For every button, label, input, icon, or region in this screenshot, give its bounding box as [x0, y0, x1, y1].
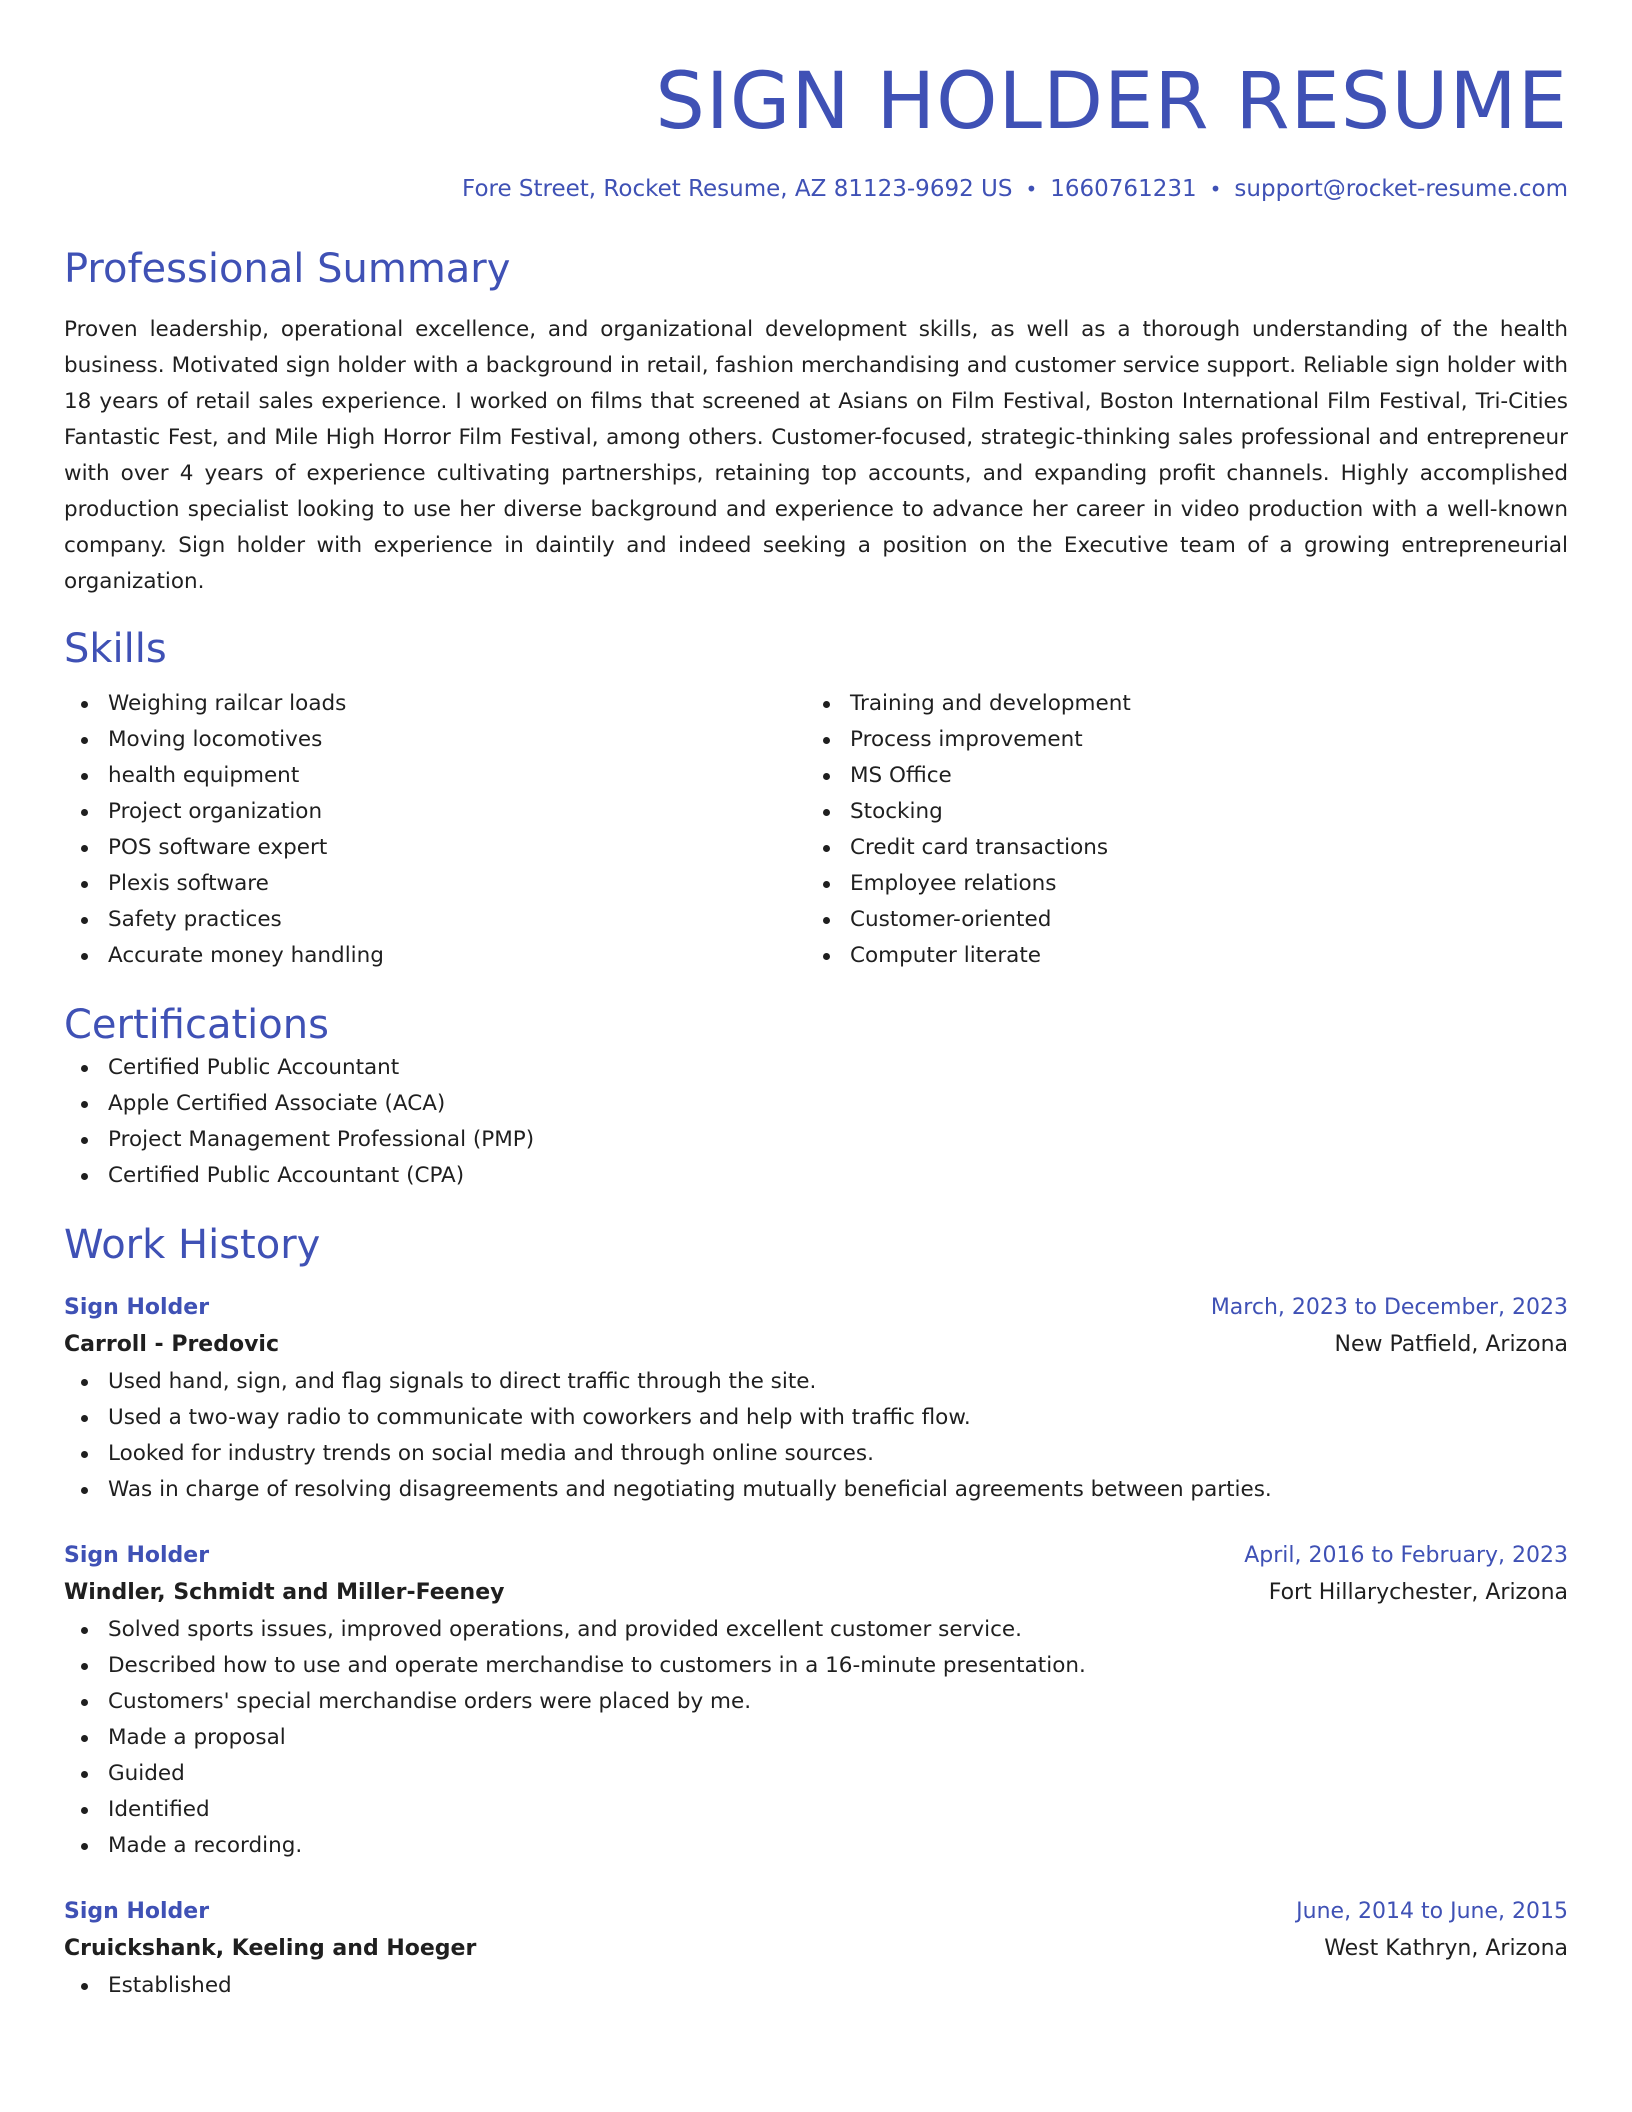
job-company: Cruickshank, Keeling and Hoeger [64, 1936, 477, 1961]
certification-item: Apple Certified Associate (ACA) [64, 1086, 1568, 1122]
skill-item: Employee relations [806, 866, 1548, 902]
job-entry [64, 1894, 1568, 2004]
contact-line [64, 174, 1568, 204]
skill-item: Process improvement [806, 722, 1548, 758]
job-duty: Established [64, 1968, 1568, 2004]
job-duties-list [64, 1364, 1568, 1508]
skill-item: Customer-oriented [806, 902, 1548, 938]
skills-list-right [806, 686, 1548, 974]
job-entry [64, 1290, 1568, 1508]
summary-heading: Professional Summary [64, 246, 511, 292]
skill-item: Safety practices [64, 902, 806, 938]
job-company: Carroll - Predovic [64, 1332, 280, 1357]
skill-item: MS Office [806, 758, 1548, 794]
skill-item: Training and development [806, 686, 1548, 722]
job-company: Windler, Schmidt and Miller-Feeney [64, 1580, 505, 1605]
job-duty: Guided [64, 1756, 1568, 1792]
certification-item: Project Management Professional (PMP) [64, 1122, 1568, 1158]
skill-item: Weighing railcar loads [64, 686, 806, 722]
skill-item: POS software expert [64, 830, 806, 866]
job-employer-row [64, 1930, 1568, 1968]
contact-address: Fore Street, Rocket Resume, AZ 81123-9692 US [462, 176, 1013, 202]
job-header-row [64, 1538, 1568, 1574]
job-duty: Identified [64, 1792, 1568, 1828]
job-duty: Made a recording. [64, 1828, 1568, 1864]
resume-header [64, 0, 1568, 204]
job-location: Fort Hillarychester, Arizona [1268, 1580, 1568, 1605]
skill-item: Credit card transactions [806, 830, 1548, 866]
skills-list-left [64, 686, 806, 974]
job-duty: Was in charge of resolving disagreements and negotiating mutually beneficial agreements between parties. [64, 1472, 1568, 1508]
job-duties-list [64, 1612, 1568, 1864]
skill-item: Stocking [806, 794, 1548, 830]
job-duty: Customers' special merchandise orders were placed by me. [64, 1684, 1568, 1720]
job-title: Sign Holder [64, 1295, 210, 1320]
skills-columns [64, 686, 1568, 974]
work-history-heading: Work History [64, 1222, 321, 1268]
contact-email: support@rocket-resume.com [1234, 176, 1568, 202]
certification-item: Certified Public Accountant (CPA) [64, 1158, 1568, 1194]
resume-name: SIGN HOLDER RESUME [655, 57, 1568, 147]
job-title: Sign Holder [64, 1543, 210, 1568]
job-employer-row [64, 1326, 1568, 1364]
contact-separator: • [1025, 177, 1038, 201]
skill-item: Accurate money handling [64, 938, 806, 974]
job-duty: Used hand, sign, and flag signals to direct traffic through the site. [64, 1364, 1568, 1400]
job-location: West Kathryn, Arizona [1324, 1936, 1568, 1961]
certifications-heading: Certifications [64, 1002, 329, 1048]
job-duties-list [64, 1968, 1568, 2004]
job-dates: March, 2023 to December, 2023 [1210, 1295, 1568, 1320]
skill-item: Computer literate [806, 938, 1548, 974]
job-dates: April, 2016 to February, 2023 [1244, 1543, 1568, 1568]
summary-text: Proven leadership, operational excellence, and organizational development skills, as well as a thorough understanding of the health business. Motivated sign holder with a background in retail, fashion merchandising and customer service support. Reliable sign holder with 18 years of retail sales experience. I worked on films that screened at Asians on Film Festival, Boston International Film Festival, Tri-Cities Fantastic Fest, and Mile High Horror Film Festival, among others. Customer-focused, strategic-thinking sales professional and entrepreneur with over 4 years of experience cultivating partnerships, retaining top accounts, and expanding profit channels. Highly accomplished production specialist looking to use her diverse background and experience to advance her career in video production with a well-known company. Sign holder with experience in daintily and indeed seeking a position on the Executive team of a growing entrepreneurial organization. [64, 317, 1568, 594]
contact-separator: • [1209, 177, 1222, 201]
job-header-row [64, 1290, 1568, 1326]
contact-phone: 1660761231 [1050, 176, 1197, 202]
skill-item: Project organization [64, 794, 806, 830]
job-location: New Patfield, Arizona [1334, 1332, 1568, 1357]
job-duty: Solved sports issues, improved operations, and provided excellent customer service. [64, 1612, 1568, 1648]
job-entry [64, 1538, 1568, 1864]
certifications-list [64, 1050, 1568, 1194]
skills-column-left [64, 686, 806, 974]
job-employer-row [64, 1574, 1568, 1612]
job-title: Sign Holder [64, 1899, 210, 1924]
certification-item: Certified Public Accountant [64, 1050, 1568, 1086]
job-duty: Described how to use and operate merchandise to customers in a 16-minute presentation. [64, 1648, 1568, 1684]
job-dates: June, 2014 to June, 2015 [1296, 1899, 1568, 1924]
skills-heading: Skills [64, 626, 167, 672]
skills-column-right [806, 686, 1548, 974]
job-duty: Made a proposal [64, 1720, 1568, 1756]
job-duty: Looked for industry trends on social media and through online sources. [64, 1436, 1568, 1472]
skill-item: Moving locomotives [64, 722, 806, 758]
job-duty: Used a two-way radio to communicate with coworkers and help with traffic flow. [64, 1400, 1568, 1436]
skill-item: health equipment [64, 758, 806, 794]
skill-item: Plexis software [64, 866, 806, 902]
job-header-row [64, 1894, 1568, 1930]
